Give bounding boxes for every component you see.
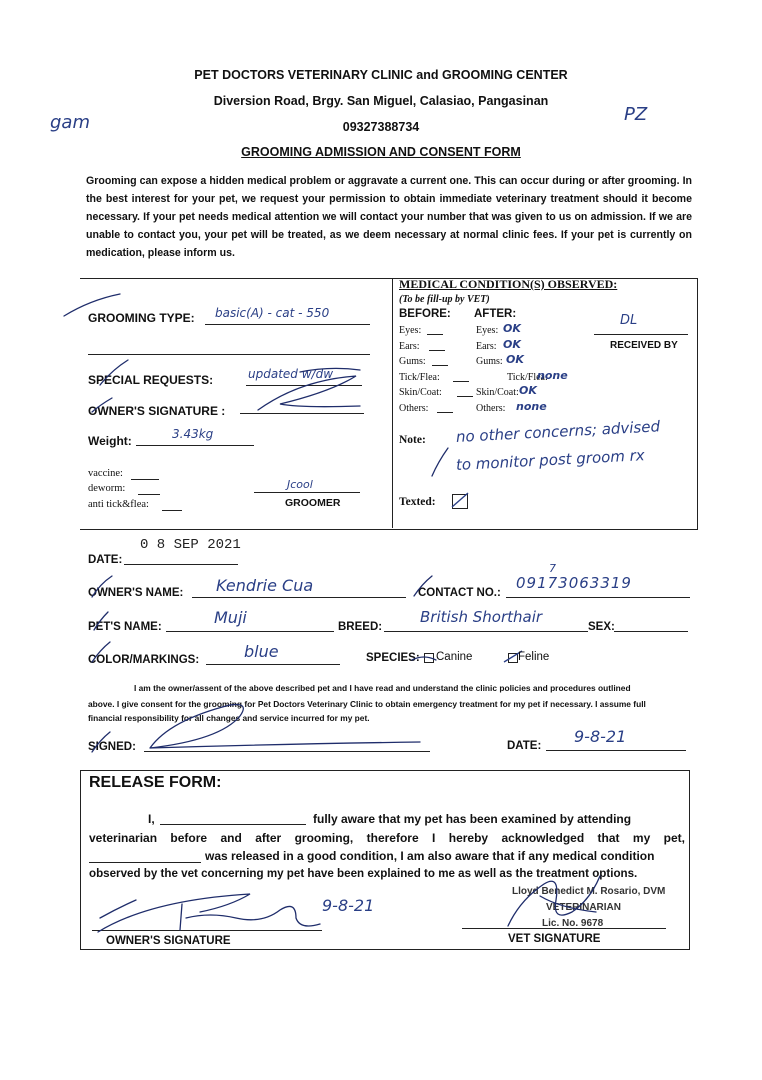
medical-title: MEDICAL CONDITION(S) OBSERVED:	[399, 277, 618, 291]
owner-signature-stroke	[258, 376, 360, 410]
before-item-label: Skin/Coat:	[399, 387, 442, 398]
intro-paragraph: Grooming can expose a hidden medical problem or aggravate a current one. This can occur during or after grooming. In the best interest for your pet, we request your permission to obtain immediate veterinary treatment should it become necessary. If your pet needs medical attention we will contact your number that was given to us on admission. If we are unable to contact you, your pet will be treated, as we deem necessary at normal clinic fees. If your pet is currently on medication, please inform us.	[86, 175, 692, 259]
after-item-value: OK	[506, 353, 524, 366]
contact-value: 09173063319	[516, 574, 632, 592]
clinic-name: PET DOCTORS VETERINARY CLINIC and GROOMING CENTER	[194, 68, 568, 82]
groomer-label: GROOMER	[285, 497, 341, 509]
margin-note-left: gam	[50, 112, 90, 133]
tick-mark-grooming	[64, 294, 120, 316]
received-by-label: RECEIVED BY	[610, 340, 678, 351]
pet-name-value: Muji	[214, 608, 247, 627]
release-line3-suffix: was released in a good condition, I am also aware that if any medical condition	[205, 849, 655, 863]
owner-name-label: OWNER'S NAME:	[88, 587, 184, 599]
clinic-phone: 09327388734	[342, 120, 420, 134]
tick-mark-owner-name	[92, 576, 112, 597]
after-item-value: none	[537, 368, 568, 382]
sex-label: SEX:	[588, 621, 615, 633]
medical-subtitle: (To be fill-up by VET)	[399, 294, 490, 305]
before-item-label: Ears:	[399, 340, 420, 352]
consent-line-1: I am the owner/assent of the above described pet and I have read and understand the clinic policies and procedures outlined	[134, 683, 631, 693]
feline-label: Feline	[518, 651, 550, 663]
after-item-label: Others:	[476, 402, 506, 414]
texted-label: Texted:	[399, 496, 436, 508]
release-title: RELEASE FORM:	[89, 774, 222, 791]
after-item-value: none	[516, 399, 547, 413]
species-label: SPECIES:	[366, 652, 420, 664]
received-initials: DL	[620, 313, 638, 328]
special-requests-label: SPECIAL REQUESTS:	[88, 373, 214, 387]
consent-signature-stroke	[150, 704, 420, 748]
margin-note-right: PZ	[624, 104, 648, 125]
tick-mark-contact	[414, 576, 432, 596]
release-line1-suffix: fully aware that my pet has been examined by attending	[313, 812, 632, 826]
release-signature-date: 9-8-21	[322, 896, 375, 915]
before-label: BEFORE:	[399, 308, 451, 320]
vet-signature-label: VET SIGNATURE	[508, 933, 601, 945]
tick-mark-signed	[92, 732, 110, 752]
groomer-name: Jcool	[287, 478, 313, 491]
owner-release-signature	[98, 894, 320, 932]
grooming-type-value: basic(A) - cat - 550	[215, 306, 330, 320]
special-requests-value: updated w/dw	[248, 367, 334, 381]
date-underline-scribble	[412, 657, 436, 660]
after-item-value: OK	[519, 384, 537, 397]
consent-line-3: financial responsibility for all changes and service incurred for my pet.	[88, 713, 370, 723]
before-item-label: Gums:	[399, 356, 426, 367]
canine-label: Canine	[436, 651, 473, 663]
signed-label: SIGNED:	[88, 741, 136, 753]
clinic-address: Diversion Road, Brgy. San Miguel, Calasiao, Pangasinan	[213, 94, 549, 108]
form-title: GROOMING ADMISSION AND CONSENT FORM	[241, 145, 521, 159]
after-item-label: Skin/Coat:	[476, 387, 519, 398]
consent-line-2: above. I give consent for the grooming for Pet Doctors Veterinary Clinic to obtain emergency treatment for my pet if necessary. I assume full	[88, 699, 646, 709]
date-stamp: 0 8 SEP 2021	[140, 537, 241, 553]
vet-stamp-license: Lic. No. 9678	[542, 918, 604, 929]
date2-label: DATE:	[507, 740, 542, 752]
after-item-label: Eyes:	[476, 325, 499, 336]
date-label: DATE:	[88, 554, 123, 566]
color-value: blue	[244, 642, 279, 661]
contact-label: CONTACT NO.:	[418, 587, 501, 599]
before-item-label: Others:	[399, 402, 429, 414]
pet-name-label: PET'S NAME:	[88, 621, 162, 633]
vet-signature-stroke	[508, 876, 600, 926]
tick-mark-owner-sig	[92, 398, 112, 412]
owner-name-value: Kendrie Cua	[216, 576, 314, 595]
special-underline-stroke	[300, 368, 360, 372]
tick-mark-color	[92, 642, 110, 662]
release-line1-prefix: I,	[148, 812, 155, 826]
before-item-label: Eyes:	[399, 325, 422, 336]
note-line-1: no other concerns; advised	[455, 417, 661, 446]
owner-release-slash	[100, 900, 136, 918]
after-label: AFTER:	[474, 308, 517, 320]
note-slash	[432, 448, 448, 476]
color-label: COLOR/MARKINGS:	[88, 654, 200, 666]
vet-stamp-title: VETERINARIAN	[546, 902, 622, 913]
tick-mark-special	[100, 360, 128, 385]
after-item-value: OK	[503, 337, 521, 351]
after-item-value: OK	[503, 322, 521, 335]
release-owner-signature-label: OWNER'S SIGNATURE	[106, 935, 231, 947]
deworm-label: deworm:	[88, 483, 126, 494]
grooming-type-label: GROOMING TYPE:	[88, 311, 195, 325]
after-item-label: Tick/Flea:	[507, 371, 548, 383]
note-label: Note:	[399, 434, 426, 446]
before-item-label: Tick/Flea:	[399, 371, 440, 383]
antitick-label: anti tick&flea:	[88, 499, 149, 510]
note-line-2: to monitor post groom rx	[455, 446, 646, 474]
weight-label: Weight:	[88, 434, 132, 448]
breed-label: BREED:	[338, 621, 383, 633]
breed-value: British Shorthair	[420, 608, 543, 626]
vet-stamp-name: Lloyd Benedict M. Rosario, DVM	[512, 886, 666, 897]
contact-correction: 7	[549, 562, 556, 575]
weight-value: 3.43kg	[172, 427, 214, 441]
release-line4: observed by the vet concerning my pet have been explained to me as well as the treatment options.	[89, 867, 638, 880]
tick-mark-pet	[94, 612, 108, 630]
date2-value: 9-8-21	[574, 727, 627, 746]
after-item-label: Ears:	[476, 340, 497, 352]
owner-signature-label: OWNER'S SIGNATURE :	[88, 404, 226, 418]
after-item-label: Gums:	[476, 356, 503, 367]
vaccine-label: vaccine:	[88, 468, 123, 479]
release-line2: veterinarian before and after grooming, therefore I hereby acknowledged that my pet,	[89, 831, 685, 845]
